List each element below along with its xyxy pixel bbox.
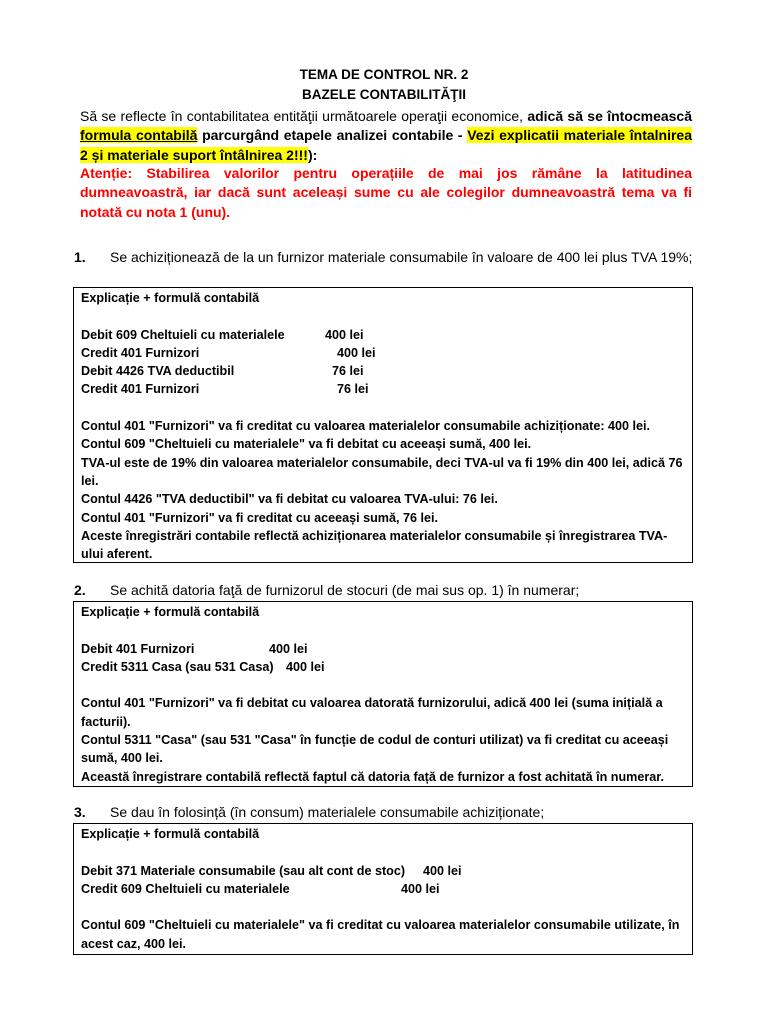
intro-text: Să se reflecte în contabilitatea entităţii următoarele operaţii economice,: [80, 108, 528, 124]
explanation-line: Contul 4426 "TVA deductibil" va fi debitat cu valoarea TVA-ului: 76 lei.: [81, 492, 498, 507]
operation-number: 2.: [74, 582, 86, 598]
entry-account: Credit 609 Cheltuieli cu materialele: [81, 881, 290, 896]
operation-text: Se achiziționează de la un furnizor materiale consumabile în valoare de 400 lei plus TVA 19%;: [110, 249, 693, 265]
entry-row: [81, 326, 685, 344]
explanation-line: Contul 401 "Furnizori" va fi creditat cu valoarea materialelor consumabile achiziționate: 400 lei.: [81, 419, 651, 434]
entry-row: [81, 880, 685, 898]
entry-account: Debit 609 Cheltuieli cu materialele: [81, 327, 285, 342]
warning-paragraph: Atenție: Stabilirea valorilor pentru operațiile de mai jos rămâne la latitudinea dumneavoastră, iar dacă sunt aceleași sume cu ale colegilor dumneavoastră tema va fi notată cu nota 1 (unu).: [80, 165, 692, 220]
intro-paragraph: [80, 107, 692, 165]
intro-bold-text: adică să se întocmească: [527, 108, 693, 124]
operation-1-box: [73, 287, 693, 563]
intro-highlight-note: Vezi explicatii materiale întalnirea 2 și materiale suport întâlnirea 2!!!: [80, 127, 693, 163]
box-heading: Explicație + formulă contabilă: [81, 827, 260, 841]
intro-bold-text-2: parcurgând etapele analizei contabile -: [197, 127, 468, 144]
entry-row: [81, 640, 685, 658]
entry-amount: 76 lei: [337, 382, 369, 397]
document-title: TEMA DE CONTROL NR. 2: [299, 67, 469, 82]
entry-amount: 76 lei: [332, 364, 364, 379]
entry-amount: 400 lei: [286, 659, 325, 674]
explanation-line: Contul 609 "Cheltuieli cu materialele" va fi creditat cu valoarea materialelor consumabile utilizate, în acest caz, 400 lei.: [81, 918, 680, 951]
intro-closing: ):: [307, 146, 318, 163]
entry-amount: 400 lei: [401, 881, 440, 896]
explanation-line: Această înregistrare contabilă reflectă faptul că datoria față de furnizor a fost achitată în numerar.: [81, 769, 664, 784]
explanation-line: Contul 5311 "Casa" (sau 531 "Casa" în funcție de codul de conturi utilizat) va fi creditat cu aceeași sumă, 400 lei.: [81, 733, 669, 766]
entry-row: [81, 362, 685, 380]
box-heading: Explicație + formulă contabilă: [81, 605, 260, 619]
intro-highlight-term: formula contabilă: [80, 127, 198, 144]
explanation-line: Contul 401 "Furnizori" va fi debitat cu valoarea datorată furnizorului, adică 400 lei (suma inițială a facturii).: [81, 696, 663, 729]
operation-text: Se achită datoria faţă de furnizorul de stocuri (de mai sus op. 1) în numerar;: [110, 582, 580, 598]
entry-account: Debit 401 Furnizori: [81, 641, 195, 656]
operation-text: Se dau în folosință (în consum) materialele consumabile achiziționate;: [110, 804, 545, 820]
explanation-line: TVA-ul este de 19% din valoarea materialelor consumabile, deci TVA-ul va fi 19% din 400 lei, adică 76 lei.: [81, 455, 683, 488]
entry-row: [81, 380, 685, 398]
operation-number: 3.: [74, 804, 86, 820]
entry-amount: 400 lei: [269, 641, 308, 656]
entry-account: Credit 401 Furnizori: [81, 345, 200, 360]
operation-3: [74, 803, 694, 822]
entry-row: [81, 862, 685, 880]
entry-account: Credit 401 Furnizori: [81, 382, 200, 397]
operation-1: [74, 248, 694, 267]
entry-account: Debit 4426 TVA deductibil: [81, 364, 235, 379]
entry-account: Credit 5311 Casa (sau 531 Casa): [81, 659, 274, 674]
box-heading: Explicație + formulă contabilă: [81, 291, 260, 305]
entry-row: [81, 658, 685, 676]
explanation-line: Aceste înregistrări contabile reflectă achiziționarea materialelor consumabile și înregistrarea TVA-ului aferent.: [81, 528, 668, 562]
entry-account: Debit 371 Materiale consumabile (sau alt cont de stoc): [81, 863, 406, 878]
entry-amount: 400 lei: [325, 327, 364, 342]
explanation-line: Contul 401 "Furnizori" va fi creditat cu aceeași sumă, 76 lei.: [81, 510, 438, 525]
operation-3-box: [73, 823, 693, 955]
document-subtitle: BAZELE CONTABILITĂŢII: [302, 87, 466, 102]
entry-row: [81, 344, 685, 362]
operation-2-box: [73, 601, 693, 787]
operation-2: [74, 581, 694, 600]
entry-amount: 400 lei: [337, 345, 376, 360]
entry-amount: 400 lei: [423, 863, 462, 878]
operation-number: 1.: [74, 249, 86, 265]
explanation-line: Contul 609 "Cheltuieli cu materialele" va fi debitat cu aceeași sumă, 400 lei.: [81, 437, 532, 452]
